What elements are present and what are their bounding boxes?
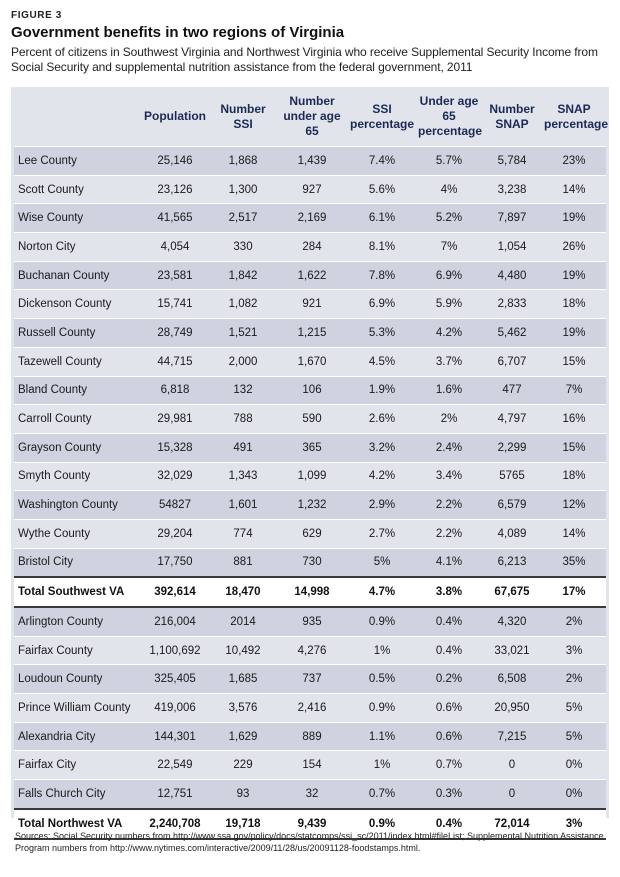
cell-ssi-percentage: 0.9% bbox=[348, 694, 416, 723]
cell-ssi-percentage: 2.7% bbox=[348, 519, 416, 548]
cell-number-under-65: 730 bbox=[276, 548, 348, 577]
cell-population: 54827 bbox=[140, 491, 210, 520]
cell-number-ssi: 2,000 bbox=[210, 347, 276, 376]
cell-number-ssi: 2014 bbox=[210, 607, 276, 636]
cell-population: 15,328 bbox=[140, 433, 210, 462]
row-label: Wise County bbox=[14, 204, 140, 233]
cell-number-snap: 6,579 bbox=[482, 491, 542, 520]
cell-number-under-65: 2,416 bbox=[276, 694, 348, 723]
header-number-under-65: Number under age 65 bbox=[283, 94, 341, 138]
cell-number-ssi: 1,868 bbox=[210, 147, 276, 176]
table-row bbox=[14, 405, 606, 434]
cell-number-snap: 5,462 bbox=[482, 319, 542, 348]
cell-number-ssi: 1,082 bbox=[210, 290, 276, 319]
row-label: Total Northwest VA bbox=[14, 809, 140, 839]
cell-snap-percentage: 14% bbox=[542, 175, 606, 204]
cell-under-65-percentage: 0.2% bbox=[416, 665, 482, 694]
row-label: Alexandria City bbox=[14, 722, 140, 751]
cell-population: 325,405 bbox=[140, 665, 210, 694]
row-label: Fairfax City bbox=[14, 751, 140, 780]
cell-number-ssi: 1,629 bbox=[210, 722, 276, 751]
row-label: Dickenson County bbox=[14, 290, 140, 319]
table-row bbox=[14, 175, 606, 204]
cell-population: 41,565 bbox=[140, 204, 210, 233]
header-number-snap: Number SNAP bbox=[489, 101, 535, 131]
cell-number-under-65: 4,276 bbox=[276, 636, 348, 665]
cell-population: 23,126 bbox=[140, 175, 210, 204]
benefits-table bbox=[14, 87, 609, 840]
row-label: Norton City bbox=[14, 233, 140, 262]
table-row bbox=[14, 751, 606, 780]
figure-title: Government benefits in two regions of Virginia bbox=[11, 24, 345, 41]
cell-population: 25,146 bbox=[140, 147, 210, 176]
row-label: Russell County bbox=[14, 319, 140, 348]
cell-ssi-percentage: 6.9% bbox=[348, 290, 416, 319]
cell-number-under-65: 284 bbox=[276, 233, 348, 262]
cell-number-ssi: 1,685 bbox=[210, 665, 276, 694]
cell-snap-percentage: 19% bbox=[542, 319, 606, 348]
cell-number-ssi: 18,470 bbox=[210, 577, 276, 607]
cell-population: 23,581 bbox=[140, 261, 210, 290]
cell-number-ssi: 229 bbox=[210, 751, 276, 780]
cell-number-snap: 0 bbox=[482, 780, 542, 809]
row-label: Total Southwest VA bbox=[14, 577, 140, 607]
cell-number-under-65: 1,622 bbox=[276, 261, 348, 290]
cell-under-65-percentage: 0.4% bbox=[416, 809, 482, 839]
cell-ssi-percentage: 1.1% bbox=[348, 722, 416, 751]
cell-snap-percentage: 23% bbox=[542, 147, 606, 176]
cell-number-snap: 4,797 bbox=[482, 405, 542, 434]
cell-number-under-65: 1,232 bbox=[276, 491, 348, 520]
cell-number-under-65: 9,439 bbox=[276, 809, 348, 839]
cell-under-65-percentage: 2% bbox=[416, 405, 482, 434]
cell-snap-percentage: 17% bbox=[542, 577, 606, 607]
cell-number-snap: 6,508 bbox=[482, 665, 542, 694]
row-label: Buchanan County bbox=[14, 261, 140, 290]
cell-population: 32,029 bbox=[140, 462, 210, 491]
cell-population: 144,301 bbox=[140, 722, 210, 751]
cell-number-under-65: 1,670 bbox=[276, 347, 348, 376]
header-under-65-percentage: Under age 65 percentage bbox=[418, 94, 483, 138]
table-row bbox=[14, 261, 606, 290]
cell-under-65-percentage: 6.9% bbox=[416, 261, 482, 290]
cell-snap-percentage: 2% bbox=[542, 665, 606, 694]
table-row bbox=[14, 519, 606, 548]
cell-number-under-65: 590 bbox=[276, 405, 348, 434]
table-body bbox=[14, 147, 606, 839]
cell-number-under-65: 737 bbox=[276, 665, 348, 694]
row-label: Carroll County bbox=[14, 405, 140, 434]
table-container bbox=[11, 87, 609, 830]
cell-number-snap: 5765 bbox=[482, 462, 542, 491]
cell-under-65-percentage: 2.2% bbox=[416, 491, 482, 520]
cell-snap-percentage: 7% bbox=[542, 376, 606, 405]
cell-number-snap: 20,950 bbox=[482, 694, 542, 723]
cell-snap-percentage: 2% bbox=[542, 607, 606, 636]
row-label: Fairfax County bbox=[14, 636, 140, 665]
cell-snap-percentage: 26% bbox=[542, 233, 606, 262]
cell-population: 29,981 bbox=[140, 405, 210, 434]
row-label: Prince William County bbox=[14, 694, 140, 723]
cell-under-65-percentage: 2.4% bbox=[416, 433, 482, 462]
cell-snap-percentage: 3% bbox=[542, 636, 606, 665]
cell-under-65-percentage: 4.2% bbox=[416, 319, 482, 348]
cell-number-under-65: 921 bbox=[276, 290, 348, 319]
cell-population: 12,751 bbox=[140, 780, 210, 809]
table-row bbox=[14, 233, 606, 262]
cell-ssi-percentage: 7.8% bbox=[348, 261, 416, 290]
cell-population: 216,004 bbox=[140, 607, 210, 636]
cell-number-ssi: 93 bbox=[210, 780, 276, 809]
cell-number-snap: 4,089 bbox=[482, 519, 542, 548]
cell-number-under-65: 629 bbox=[276, 519, 348, 548]
cell-number-under-65: 154 bbox=[276, 751, 348, 780]
cell-number-ssi: 881 bbox=[210, 548, 276, 577]
cell-snap-percentage: 18% bbox=[542, 462, 606, 491]
cell-number-snap: 1,054 bbox=[482, 233, 542, 262]
cell-ssi-percentage: 2.9% bbox=[348, 491, 416, 520]
cell-number-snap: 72,014 bbox=[482, 809, 542, 839]
cell-number-snap: 7,215 bbox=[482, 722, 542, 751]
cell-ssi-percentage: 1.9% bbox=[348, 376, 416, 405]
table-row bbox=[14, 491, 606, 520]
cell-number-snap: 477 bbox=[482, 376, 542, 405]
cell-snap-percentage: 15% bbox=[542, 433, 606, 462]
header-region bbox=[14, 87, 140, 147]
cell-number-ssi: 1,521 bbox=[210, 319, 276, 348]
cell-population: 4,054 bbox=[140, 233, 210, 262]
cell-ssi-percentage: 0.5% bbox=[348, 665, 416, 694]
cell-under-65-percentage: 3.7% bbox=[416, 347, 482, 376]
cell-under-65-percentage: 2.2% bbox=[416, 519, 482, 548]
cell-number-snap: 2,299 bbox=[482, 433, 542, 462]
cell-number-under-65: 14,998 bbox=[276, 577, 348, 607]
cell-snap-percentage: 5% bbox=[542, 694, 606, 723]
cell-number-snap: 6,707 bbox=[482, 347, 542, 376]
cell-population: 29,204 bbox=[140, 519, 210, 548]
cell-number-ssi: 19,718 bbox=[210, 809, 276, 839]
table-row bbox=[14, 665, 606, 694]
cell-population: 392,614 bbox=[140, 577, 210, 607]
cell-number-ssi: 2,517 bbox=[210, 204, 276, 233]
table-row bbox=[14, 607, 606, 636]
row-label: Washington County bbox=[14, 491, 140, 520]
cell-under-65-percentage: 5.2% bbox=[416, 204, 482, 233]
cell-under-65-percentage: 4% bbox=[416, 175, 482, 204]
cell-snap-percentage: 5% bbox=[542, 722, 606, 751]
cell-under-65-percentage: 1.6% bbox=[416, 376, 482, 405]
cell-population: 6,818 bbox=[140, 376, 210, 405]
cell-number-snap: 3,238 bbox=[482, 175, 542, 204]
table-row bbox=[14, 694, 606, 723]
cell-snap-percentage: 19% bbox=[542, 261, 606, 290]
cell-number-ssi: 788 bbox=[210, 405, 276, 434]
cell-number-under-65: 889 bbox=[276, 722, 348, 751]
cell-number-ssi: 491 bbox=[210, 433, 276, 462]
cell-snap-percentage: 35% bbox=[542, 548, 606, 577]
cell-number-under-65: 1,439 bbox=[276, 147, 348, 176]
cell-number-ssi: 774 bbox=[210, 519, 276, 548]
cell-number-ssi: 10,492 bbox=[210, 636, 276, 665]
table-row bbox=[14, 290, 606, 319]
cell-ssi-percentage: 5.3% bbox=[348, 319, 416, 348]
table-row bbox=[14, 147, 606, 176]
cell-ssi-percentage: 8.1% bbox=[348, 233, 416, 262]
cell-number-ssi: 1,300 bbox=[210, 175, 276, 204]
cell-snap-percentage: 12% bbox=[542, 491, 606, 520]
cell-number-snap: 7,897 bbox=[482, 204, 542, 233]
table-row bbox=[14, 636, 606, 665]
cell-ssi-percentage: 4.7% bbox=[348, 577, 416, 607]
row-label: Bristol City bbox=[14, 548, 140, 577]
table-row bbox=[14, 722, 606, 751]
cell-number-under-65: 927 bbox=[276, 175, 348, 204]
cell-snap-percentage: 14% bbox=[542, 519, 606, 548]
sources-note: Sources: Social Security numbers from http://www.ssa.gov/policy/docs/statcomps/ssi_sc/2011/index.html#fileList; Supplemental Nutrition Assistance Program numbers from http://www.nytimes.com/interactive/2009/11/28/us/20091128-foodstamps.html. bbox=[15, 831, 604, 853]
cell-ssi-percentage: 1% bbox=[348, 636, 416, 665]
cell-ssi-percentage: 0.9% bbox=[348, 607, 416, 636]
cell-snap-percentage: 19% bbox=[542, 204, 606, 233]
cell-number-snap: 67,675 bbox=[482, 577, 542, 607]
cell-population: 1,100,692 bbox=[140, 636, 210, 665]
cell-number-under-65: 935 bbox=[276, 607, 348, 636]
cell-number-ssi: 330 bbox=[210, 233, 276, 262]
header-row bbox=[14, 87, 606, 147]
cell-under-65-percentage: 0.4% bbox=[416, 636, 482, 665]
cell-under-65-percentage: 4.1% bbox=[416, 548, 482, 577]
header-number-ssi: Number SSI bbox=[220, 101, 266, 131]
cell-number-ssi: 3,576 bbox=[210, 694, 276, 723]
cell-population: 44,715 bbox=[140, 347, 210, 376]
figure-label: FIGURE 3 bbox=[11, 10, 62, 21]
table-row bbox=[14, 548, 606, 577]
cell-ssi-percentage: 0.7% bbox=[348, 780, 416, 809]
row-label: Wythe County bbox=[14, 519, 140, 548]
table-row bbox=[14, 462, 606, 491]
header-snap-percentage: SNAP percentage bbox=[544, 101, 609, 131]
cell-ssi-percentage: 0.9% bbox=[348, 809, 416, 839]
cell-population: 2,240,708 bbox=[140, 809, 210, 839]
cell-under-65-percentage: 0.6% bbox=[416, 722, 482, 751]
cell-population: 22,549 bbox=[140, 751, 210, 780]
cell-number-under-65: 1,099 bbox=[276, 462, 348, 491]
cell-number-under-65: 106 bbox=[276, 376, 348, 405]
cell-number-snap: 2,833 bbox=[482, 290, 542, 319]
row-label: Arlington County bbox=[14, 607, 140, 636]
cell-ssi-percentage: 4.5% bbox=[348, 347, 416, 376]
cell-ssi-percentage: 5.6% bbox=[348, 175, 416, 204]
row-label: Falls Church City bbox=[14, 780, 140, 809]
cell-snap-percentage: 0% bbox=[542, 780, 606, 809]
cell-under-65-percentage: 0.3% bbox=[416, 780, 482, 809]
cell-under-65-percentage: 5.9% bbox=[416, 290, 482, 319]
cell-snap-percentage: 18% bbox=[542, 290, 606, 319]
cell-under-65-percentage: 3.4% bbox=[416, 462, 482, 491]
cell-snap-percentage: 15% bbox=[542, 347, 606, 376]
cell-number-snap: 4,320 bbox=[482, 607, 542, 636]
cell-number-under-65: 2,169 bbox=[276, 204, 348, 233]
figure-subtitle: Percent of citizens in Southwest Virginia and Northwest Virginia who receive Supplemental Security Income from Social Security and supplemental nutrition assistance from the federal government, 2011 bbox=[11, 45, 598, 74]
row-label: Loudoun County bbox=[14, 665, 140, 694]
cell-number-snap: 5,784 bbox=[482, 147, 542, 176]
table-row bbox=[14, 319, 606, 348]
cell-ssi-percentage: 2.6% bbox=[348, 405, 416, 434]
cell-snap-percentage: 16% bbox=[542, 405, 606, 434]
header-ssi-percentage: SSI percentage bbox=[350, 101, 415, 131]
cell-under-65-percentage: 3.8% bbox=[416, 577, 482, 607]
cell-population: 419,006 bbox=[140, 694, 210, 723]
cell-under-65-percentage: 7% bbox=[416, 233, 482, 262]
cell-population: 28,749 bbox=[140, 319, 210, 348]
table-row bbox=[14, 376, 606, 405]
table-row bbox=[14, 204, 606, 233]
cell-number-under-65: 1,215 bbox=[276, 319, 348, 348]
row-label: Lee County bbox=[14, 147, 140, 176]
cell-ssi-percentage: 6.1% bbox=[348, 204, 416, 233]
cell-number-snap: 0 bbox=[482, 751, 542, 780]
row-label: Bland County bbox=[14, 376, 140, 405]
total-row bbox=[14, 577, 606, 607]
cell-snap-percentage: 3% bbox=[542, 809, 606, 839]
table-row bbox=[14, 347, 606, 376]
row-label: Tazewell County bbox=[14, 347, 140, 376]
cell-under-65-percentage: 0.4% bbox=[416, 607, 482, 636]
cell-number-under-65: 32 bbox=[276, 780, 348, 809]
cell-number-ssi: 1,601 bbox=[210, 491, 276, 520]
cell-under-65-percentage: 0.6% bbox=[416, 694, 482, 723]
cell-number-ssi: 1,842 bbox=[210, 261, 276, 290]
cell-ssi-percentage: 4.2% bbox=[348, 462, 416, 491]
cell-number-ssi: 1,343 bbox=[210, 462, 276, 491]
table-row bbox=[14, 433, 606, 462]
cell-ssi-percentage: 1% bbox=[348, 751, 416, 780]
cell-population: 15,741 bbox=[140, 290, 210, 319]
header-population: Population bbox=[144, 109, 206, 123]
cell-number-snap: 4,480 bbox=[482, 261, 542, 290]
row-label: Smyth County bbox=[14, 462, 140, 491]
row-label: Scott County bbox=[14, 175, 140, 204]
cell-population: 17,750 bbox=[140, 548, 210, 577]
cell-under-65-percentage: 0.7% bbox=[416, 751, 482, 780]
cell-snap-percentage: 0% bbox=[542, 751, 606, 780]
cell-number-snap: 6,213 bbox=[482, 548, 542, 577]
cell-ssi-percentage: 3.2% bbox=[348, 433, 416, 462]
cell-number-under-65: 365 bbox=[276, 433, 348, 462]
cell-number-ssi: 132 bbox=[210, 376, 276, 405]
cell-under-65-percentage: 5.7% bbox=[416, 147, 482, 176]
table-row bbox=[14, 780, 606, 809]
cell-ssi-percentage: 7.4% bbox=[348, 147, 416, 176]
row-label: Grayson County bbox=[14, 433, 140, 462]
cell-number-snap: 33,021 bbox=[482, 636, 542, 665]
cell-ssi-percentage: 5% bbox=[348, 548, 416, 577]
